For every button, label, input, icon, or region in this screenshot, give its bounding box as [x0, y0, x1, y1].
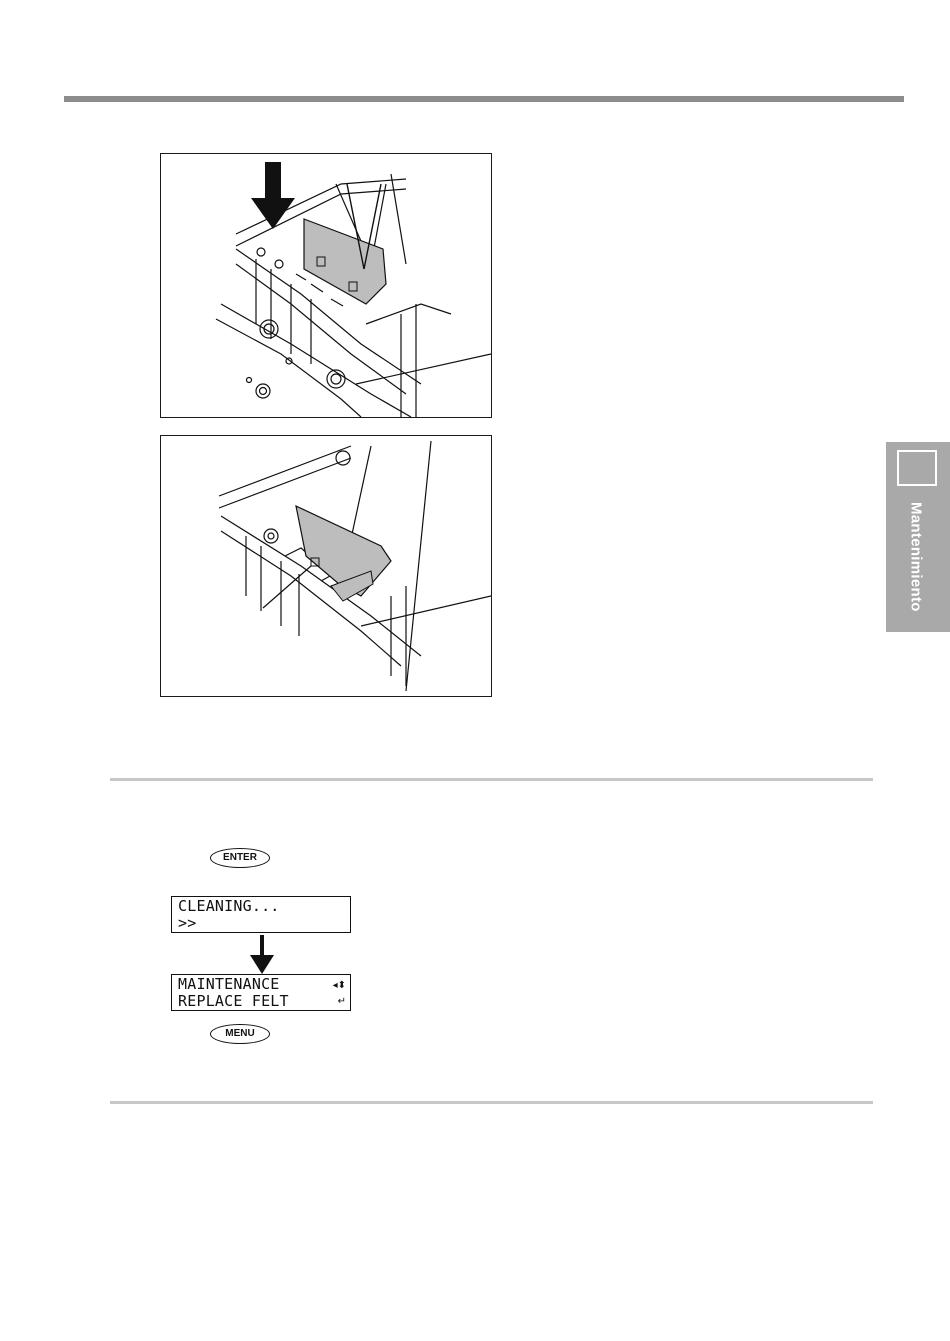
menu-key: MENU: [210, 1024, 270, 1044]
return-arrow-icon: ↵: [337, 996, 346, 1007]
chapter-tab[interactable]: [886, 442, 950, 632]
illustration-felt-position: [160, 435, 492, 697]
lcd-line-1: MAINTENANCE: [178, 975, 280, 993]
illustration-press-down: [160, 153, 492, 418]
left-up-down-arrows-icon: ◂⬍: [332, 980, 346, 991]
section-divider: [110, 778, 873, 781]
section-divider: [110, 1101, 873, 1104]
top-rule: [64, 96, 904, 102]
lcd-display-maintenance: [171, 974, 351, 1011]
lcd-line-1: CLEANING...: [178, 897, 280, 915]
lcd-display-cleaning: [171, 896, 351, 933]
down-arrow-icon: [251, 162, 295, 229]
lcd-line-2: >>: [178, 913, 197, 932]
down-arrow-icon: [249, 935, 275, 974]
chapter-tab-label: Mantenimiento: [907, 502, 925, 612]
enter-key: ENTER: [210, 848, 270, 868]
printer-head-illustration: [161, 154, 491, 417]
lcd-line-2: REPLACE FELT: [178, 991, 289, 1010]
printer-felt-illustration: [161, 436, 491, 696]
chapter-number-box: [897, 450, 937, 486]
